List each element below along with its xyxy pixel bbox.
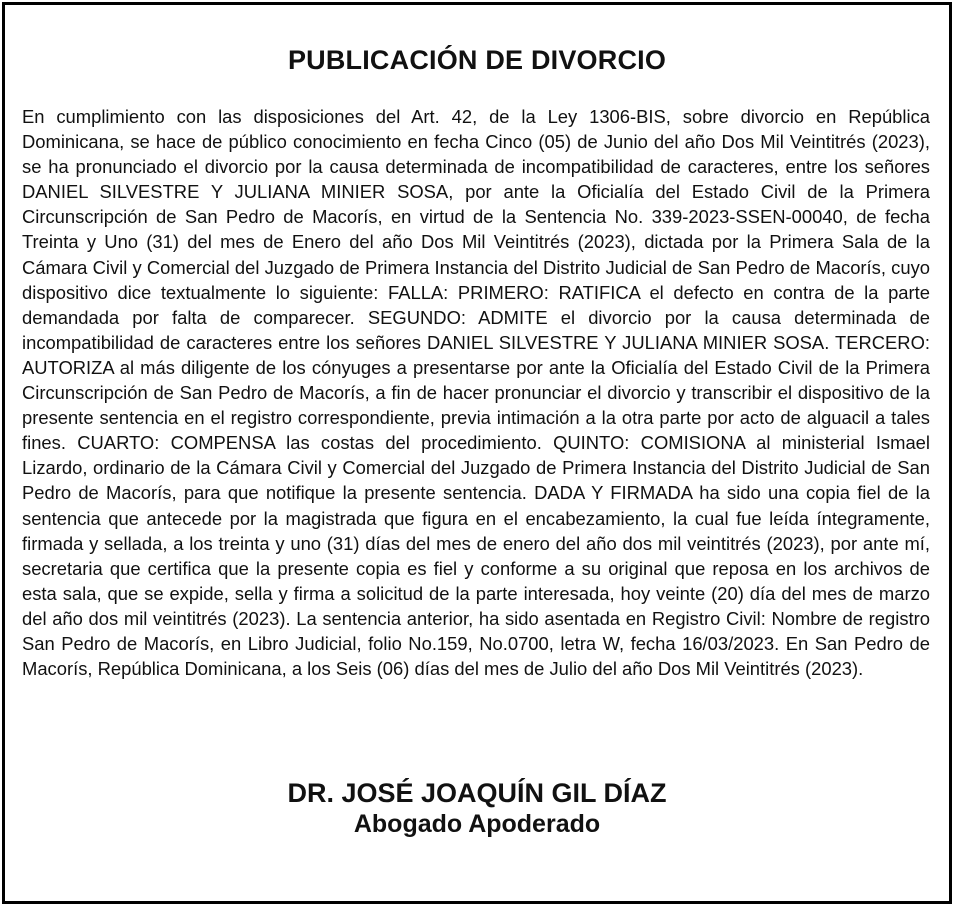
notice-title: PUBLICACIÓN DE DIVORCIO — [287, 45, 667, 75]
notice-body: En cumplimiento con las disposiciones del Art. 42, de la Ley 1306-BIS, sobre divorcio en República Dominicana, se hace de público conocimiento en fecha Cinco (05) de Junio del año Dos Mil Veintitrés (2023), se ha pronunciado el divorcio por la causa determinada de incompatibilidad de caracteres, entre los señores DANIEL SILVESTRE Y JULIANA MINIER SOSA, por ante la Oficialía del Estado Civil de la Primera Circunscripción de San Pedro de Macorís, en virtud de la Sentencia No. 339-2023-SSEN-00040, de fecha Treinta y Uno (31) del mes de Enero del año Dos Mil Veintitrés (2023), dictada por la Primera Sala de la Cámara Civil y Comercial del Juzgado de Primera Instancia del Distrito Judicial de San Pedro de Macorís, cuyo dispositivo dice textualmente lo siguiente: FALLA: PRIMERO: RATIFICA el defecto en contra de la parte demandada por falta de comparecer. SEGUNDO: ADMITE el divorcio por la causa determinada de incompatibilidad de caracteres entre los señores DANIEL SILVESTRE Y JULIANA MINIER SOSA. TERCERO: AUTORIZA al más diligente de los cónyuges a presentarse por ante la Oficialía del Estado Civil de la Primera Circunscripción de San Pedro de Macorís, a fin de hacer pronunciar el divorcio y transcribir el dispositivo de la presente sentencia en el registro correspondiente, previa intimación a la otra parte por acto de alguacil a tales fines. CUARTO: COMPENSA las costas del procedimiento. QUINTO: COMISIONA al ministerial Ismael Lizardo, ordinario de la Cámara Civil y Comercial del Juzgado de Primera Instancia del Distrito Judicial de San Pedro de Macorís, para que notifique la presente sentencia. DADA Y FIRMADA ha sido una copia fiel de la sentencia que antecede por la magistrada que figura en el encabezamiento, la cual fue leída íntegramente, firmada y sellada, a los treinta y uno (31) días del mes de enero del año dos mil veintitrés (2023), por ante mí, secretaria que certifica que la presente copia es fiel y conforme a su original que reposa en los archivos de esta sala, que se expide, sella y firma a solicitud de la parte interesada, hoy veinte (20) día del mes de marzo del año dos mil veintitrés (2023). La sentencia anterior, ha sido asentada en Registro Civil: Nombre de registro San Pedro de Macorís, en Libro Judicial, folio No.159, No.0700, letra W, fecha 16/03/2023. En San Pedro de Macorís, República Dominicana, a los Seis (06) días del mes de Julio del año Dos Mil Veintitrés (2023). — [22, 106, 930, 680]
signature-block — [5, 777, 949, 839]
signature-name: DR. JOSÉ JOAQUÍN GIL DÍAZ — [287, 778, 667, 808]
notice-frame — [2, 2, 952, 904]
signature-role: Abogado Apoderado — [353, 810, 601, 838]
